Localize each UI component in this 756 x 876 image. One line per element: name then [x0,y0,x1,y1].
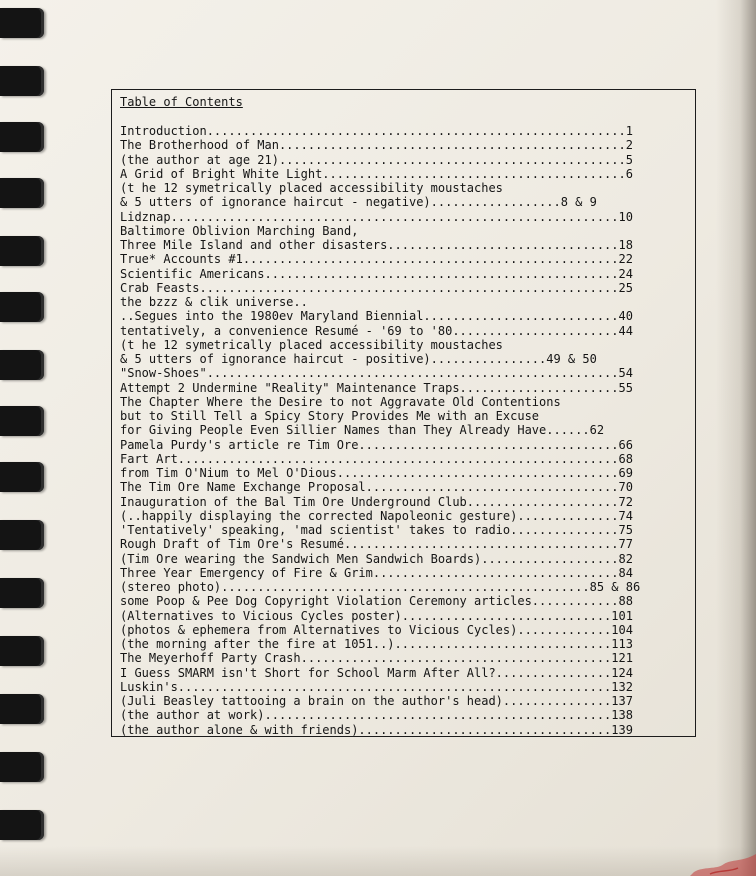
toc-entry: for Giving People Even Sillier Names than They Already Have......62 [120,423,605,438]
toc-entry: I Guess SMARM isn't Short for School Marm After All?................124 [120,665,633,680]
toc-entry: The Tim Ore Name Exchange Proposal...................................70 [120,480,633,495]
binding-hole [0,8,44,38]
toc-entry: Pamela Purdy's article re Tim Ore....................................66 [120,437,633,452]
toc-entry: (t he 12 symetrically placed accessibility moustaches [120,181,503,195]
binding-hole [0,66,44,96]
toc-entry: the bzzz & clik universe.. [120,295,308,309]
toc-entry: Scientific Americans.................................................24 [120,266,633,281]
binding-hole [0,406,44,436]
binding-hole [0,350,44,380]
toc-entry: Attempt 2 Undermine "Reality" Maintenance Traps......................55 [120,380,633,395]
toc-entry: Baltimore Oblivion Marching Band, [120,223,359,238]
toc-entry: (..happily displaying the corrected Napoleonic gesture)..............74 [120,508,633,523]
toc-entry: tentatively, a convenience Resumé - '69 to '80.......................44 [120,323,633,338]
toc-entry: & 5 utters of ignorance haircut - negative)..................8 & 9 [120,195,597,210]
binding-hole [0,752,44,782]
toc-entry: The Meyerhoff Party Crash...........................................121 [120,651,633,666]
binding-hole [0,178,44,208]
toc-entry: The Chapter Where the Desire to not Aggravate Old Contentions [120,394,561,409]
toc-entry: Fart Art.............................................................68 [120,451,633,466]
binding-hole [0,236,44,266]
toc-entry: The Brotherhood of Man................................................2 [120,138,633,153]
toc-entry: Luskin's............................................................132 [120,679,633,694]
toc-entry: (Juli Beasley tattooing a brain on the author's head)...............137 [120,694,633,708]
toc-entry: Three Mile Island and other disasters................................18 [120,238,633,252]
binding-hole [0,810,44,840]
page-bottom-shadow [0,846,756,876]
red-stain [690,846,756,876]
toc-entry: Crab Feasts..........................................................25 [120,280,633,295]
toc-title: Table of Contents [120,95,243,109]
binding-hole [0,636,44,666]
toc-entry: (t he 12 symetrically placed accessibility moustaches [120,337,503,352]
toc-entry: True* Accounts #1....................................................22 [120,252,633,267]
toc-entry: Lidznap..............................................................10 [120,209,633,224]
toc-list [120,124,640,737]
toc-entry: (stereo photo)...................................................85 & 86 [120,580,641,594]
binding-hole [0,578,44,608]
toc-entry: & 5 utters of ignorance haircut - positive)................49 & 50 [120,352,597,366]
binding-hole [0,462,44,492]
toc-entry: Three Year Emergency of Fire & Grim..................................84 [120,565,633,580]
binding-hole [0,520,44,550]
toc-entry: some Poop & Pee Dog Copyright Violation Ceremony articles............88 [120,594,633,609]
toc-entry: from Tim O'Nium to Mel O'Dious.......................................69 [120,466,633,480]
page-edge-shadow [716,0,756,876]
binding-hole [0,122,44,152]
toc-entry: Rough Draft of Tim Ore's Resumé......................................77 [120,537,633,552]
toc-entry: 'Tentatively' speaking, 'mad scientist' takes to radio...............75 [120,523,633,537]
toc-entry: (the morning after the fire at 1051..)..............................113 [120,637,633,651]
toc-entry: (the author at age 21)................................................5 [120,152,633,167]
toc-entry: (the author at work)................................................138 [120,708,633,723]
toc-entry: Introduction..........................................................1 [120,124,633,138]
spiral-binding [0,0,56,876]
binding-hole [0,292,44,322]
toc-entry: but to Still Tell a Spicy Story Provides Me with an Excuse [120,409,540,423]
toc-entry: (the author alone & with friends)...................................139 [120,722,633,737]
toc-entry: (Tim Ore wearing the Sandwich Men Sandwich Boards)...................82 [120,551,633,566]
toc-entry: ..Segues into the 1980ev Maryland Biennial...........................40 [120,309,633,324]
toc-entry: Inauguration of the Bal Tim Ore Underground Club.....................72 [120,494,633,509]
toc-entry: "Snow-Shoes".........................................................54 [120,366,633,381]
toc-entry: A Grid of Bright White Light..........................................6 [120,166,633,181]
binding-hole [0,694,44,724]
toc-entry: (photos & ephemera from Alternatives to Vicious Cycles).............104 [120,622,633,637]
toc-entry: (Alternatives to Vicious Cycles poster).............................101 [120,608,633,623]
